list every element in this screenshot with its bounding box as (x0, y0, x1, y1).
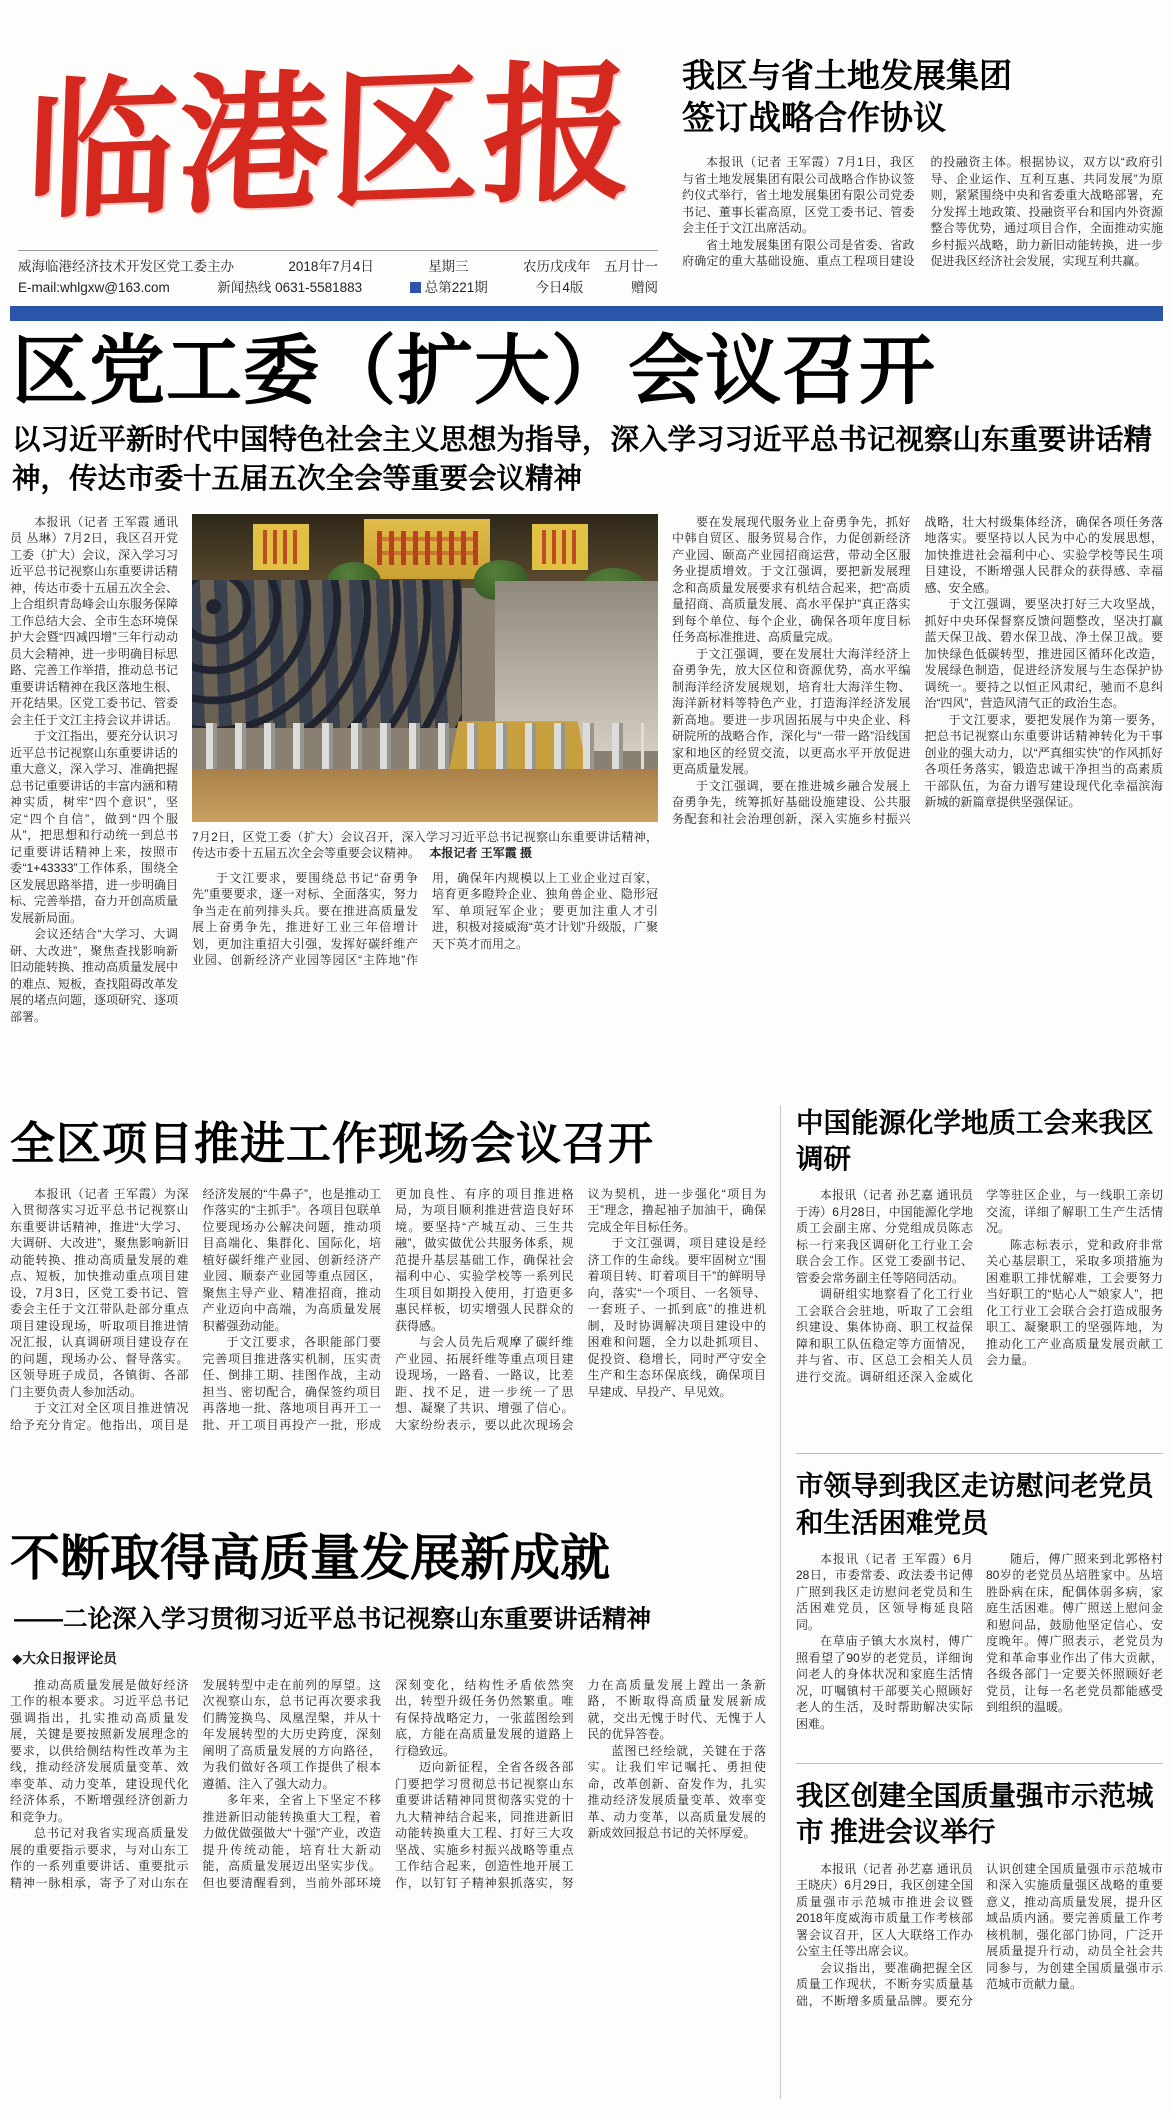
weekday-label: 星期三 (428, 259, 469, 274)
paragraph: 于文江对全区项目推进情况给予充分肯定。他指出，项目是经济发展的“牛鼻子”，也是推动工作落实的“主抓手”。各项目包联单位要现场办公解决问题，推动项目高端化、集群化、国际化，培植好碳纤维产业园、创新经济产业园、顺泰产业园等重点园区，聚焦主导产业、精准招商，推动产业迈向中高端，为高质量发展积蓄强劲动能。 (10, 1186, 381, 1432)
publisher-label: 威海临港经济技术开发区党工委主办 (18, 259, 234, 274)
paragraph: 推动高质量发展是做好经济工作的根本要求。习近平总书记强调指出，扎实推动高质量发展，关键是要按照新发展理念的要求，以供给侧结构性改革为主线，推动经济发展质量变革、效率变革、动力变革，建设现代化经济体系，不断增强经济创新力和竞争力。 (10, 1677, 189, 1824)
lead-column-middle-text (192, 870, 658, 1030)
paragraph: 于文江强调，要坚决打好三大攻坚战，抓好中央环保督察反馈问题整改，坚决打赢蓝天保卫战、碧水保卫战、净土保卫战。要加快绿色低碳转型，推进园区循环化改造，发展绿色制造，促进经济发展与生态保护协调统一。要持之以恒正风肃纪，驰而不息纠治“四风”，营造风清气正的政治生态。 (924, 597, 1163, 711)
sidebar-headline: 我区创建全国质量强市示范城市 推进会议举行 (796, 1779, 1154, 1848)
pages-today-label: 今日4版 (535, 280, 584, 295)
paragraph: 会议还结合“大学习、大调研、大改进”，聚焦查找影响新旧动能转换、推动高质量发展中的难点、短板，查找阻碍改革发展的堵点问题，逐项研究、逐项部署。 (10, 927, 178, 1024)
article-land-group-headline (682, 56, 1163, 140)
paragraph: 本报讯（记者 孙艺嘉 通讯员 于涛）6月28日，中国能源化学地质工会副主席、分党组成员陈志标一行来我区调研化工行业工会联合会工作。区党工委副书记、管委会常务副主任等陪同活动。 (796, 1188, 973, 1285)
article-land-group-body (682, 154, 1163, 270)
commentary-subtitle: ——二论深入学习贯彻习近平总书记视察山东重要讲话精神 (14, 1605, 651, 1633)
lower-section (10, 1105, 1163, 2099)
paragraph: 本报讯（记者 王军霞）为深入贯彻落实习近平总书记视察山东重要讲话精神，推进“大学习、大调研、大改进”，聚焦影响新旧动能转换、推动高质量发展的难点、短板，加快推动重点项目建设，7月3日，区党工委书记、管委会主任于文江带队赴部分重点项目建设现场，听取项目推进情况汇报，认真调研项目建设存在的问题，现场办公、督导落实。区领导班子成员，各镇街、各部门主要负责人参加活动。 (10, 1186, 189, 1399)
caption-text: 7月2日，区党工委（扩大）会议召开，深入学习习近平总书记视察山东重要讲话精神，传达市委十五届五次全会等重要会议精神。 (192, 829, 658, 861)
hotline-label: 新闻热线 0631-5581883 (217, 280, 363, 295)
commentary-body (10, 1677, 766, 1977)
paragraph: 陈志标表示，党和政府非常关心基层职工，采取多项措施为困难职工排忧解难，工会要努力当好职工的“贴心人”“娘家人”，把化工行业工会联合会打造成服务职工、凝聚职工的坚强阵地，为推动化工产业高质量发展贡献工会力量。 (986, 1237, 1163, 1368)
paragraph: 于文江强调，要在推进城乡融合发展上奋勇争先，统筹抓好基础设施建设、公共服务配套和社会治理创新，深入实施乡村振兴战略，壮大村级集体经济，确保各项任务落地落实。要坚持以人民为中心的发展思想，加快推进社会福利中心、实验学校等民生项目建设，不断增强人民群众的获得感、幸福感、安全感。 (672, 514, 1163, 826)
article-quality-city-meeting (796, 1778, 1163, 2085)
commentary-headline: 不断取得高质量发展新成就 (10, 1529, 610, 1586)
photo-credit: 本报记者 王军霞 摄 (429, 846, 533, 861)
free-copy-label: 赠阅 (630, 280, 658, 295)
paragraph: 本报讯（记者 王军霞 通讯员 丛琳）7月2日，我区召开党工委（扩大）会议，深入学习习近平总书记视察山东重要讲话精神，传达市委十五届五次全会、上合组织青岛峰会山东服务保障工作总结大会、全市生态环境保护大会暨“四减四增”三年行动动员大会精神，进一步明确目标思路、完善工作举措，推动总书记重要讲话精神在我区落地生根、开花结果。区党工委书记、管委会主任于文江主持会议并讲话。 (10, 514, 178, 727)
paragraph: 在草庙子镇大水岚村，傅广照看望了90岁的老党员，详细询问老人的身体状况和家庭生活情况，叮嘱镇村干部要关心照顾好老人的生活，及时帮助解决实际困难。 (796, 1634, 973, 1731)
paragraph: 于文江强调，要在发展壮大海洋经济上奋勇争先，放大区位和资源优势，高水平编制海洋经济发展规划，培育壮大海洋生物、海洋新材料等特色产业，打造海洋经济发展新高地。要进一步巩固拓展与中央企业、科研院所的战略合作，深化与“一带一路”沿线国家和地区的经贸交流，以更高水平开放促进更高质量发展。 (672, 646, 911, 777)
lead-column-left (10, 514, 178, 1089)
lower-left-column (10, 1105, 780, 2099)
photo-caption (192, 829, 658, 862)
article-party-committee-meeting (10, 331, 1163, 1089)
photo-banner-left (253, 524, 309, 570)
photo-gold-screen (364, 519, 490, 579)
article-visiting-party-members (796, 1468, 1163, 1764)
paragraph: 蓝图已经绘就，关键在于落实。让我们牢记嘱托、勇担使命，改革创新、奋发作为，扎实推动经济发展质量变革、效率变革、动力变革，以高质量发展的新成效回报总书记的关怀厚爱。 (587, 1743, 766, 1841)
paragraph: 本报讯（记者 孙艺嘉 通讯员 王晓庆）6月29日，我区创建全国质量强市示范城市推进会议暨2018年度威海市质量工作考核部署会议召开，区人大联络工作办公室主任等出席会议。 (796, 1861, 973, 1959)
issue-square-icon (410, 282, 421, 293)
email-label: E-mail:whlgxw@163.com (18, 280, 170, 295)
paragraph: 多年来，全省上下坚定不移推进新旧动能转换重大工程，着力做优做强做大“十强”产业，改造提升传统动能，培育壮大新动能，高质量发展迈出坚实步伐。但也要清醒看到，当前外部环境深刻变化，结构性矛盾依然突出，转型升级任务仍然繁重。唯有保持战略定力，一张蓝图绘到底，方能在高质量发展的道路上行稳致远。 (202, 1677, 574, 1890)
sidebar-headline: 中国能源化学地质工会来我区调研 (796, 1106, 1154, 1175)
masthead-info (18, 250, 658, 298)
sidebar-headline: 市领导到我区走访慰问老党员 和生活困难党员 (796, 1470, 1154, 1538)
photo-thermos-row (206, 723, 644, 769)
lead-column-right (672, 514, 1163, 1019)
issue-badge (410, 277, 488, 298)
paragraph: 会议指出，要准确把握全区质量工作现状，不断夯实质量基础，不断增多质量品牌。要充分认识创建全国质量强市示范城市和深入实施质量强区战略的重要意义，推动高质量发展，提升区域品质内涵。要完善质量工作考核机制，强化部门协同，广泛开展质量提升行动，动员全社会共同参与，为创建全国质量强市示范城市贡献力量。 (796, 1861, 1163, 2008)
masthead-info-row-2 (18, 277, 658, 298)
lead-deck: 以习近平新时代中国特色社会主义思想为指导，深入学习习近平总书记视察山东重要讲话精神，传达市委十五届五次全会等重要会议精神 (12, 424, 1153, 496)
lead-body (10, 514, 1163, 1089)
issue-number: 总第221期 (424, 280, 488, 295)
paragraph: 于文江要求，要把发展作为第一要务，把总书记视察山东重要讲话精神转化为干事创业的强大动力，以“严真细实快”的作风抓好各项任务落实，锻造忠诚干净担当的高素质干部队伍，为奋力谱写建设现代化幸福滨海新城的新篇章提供坚强保证。 (924, 712, 1163, 810)
masthead (10, 6, 1163, 302)
masthead-divider-bar (10, 306, 1163, 321)
paragraph: 本报讯（记者 王军霞）6月28日，市委常委、政法委书记傅广照到我区走访慰问老党员和生活困难党员，区领导梅延良陪同。 (796, 1551, 973, 1632)
project-headline: 全区项目推进工作现场会议召开 (10, 1118, 655, 1169)
paragraph: 要在发展现代服务业上奋勇争先，抓好中韩自贸区、服务贸易合作，力促创新经济产业园、颐高产业园招商运营，带动全区服务业提质增效。于文江强调，要把新发展理念和高质量发展要求有机结合起来，把“高质量招商、高质量发展、高水平保护”真正落实到每个单位、每个企业，确保各项年度目标任务高标准推进、高质量完成。 (672, 514, 911, 645)
sidebar-article-body (796, 1187, 1163, 1437)
paragraph: 本报讯（记者 王军霞）7月1日，我区与省土地发展集团有限公司战略合作协议签约仪式举行，省土地发展集团有限公司党委书记、董事长霍高原，区党工委书记、管委会主任于文江出席活动。 (682, 155, 915, 236)
sidebar-article-body (796, 1551, 1163, 1747)
meeting-photo (192, 514, 658, 822)
article-project-site-meeting (10, 1107, 766, 1496)
headline-line-1: 我区与省土地发展集团 (682, 59, 1012, 95)
masthead-left (10, 6, 658, 302)
headline-line-2: 签订战略合作协议 (682, 101, 946, 138)
masthead-info-row-1 (18, 256, 658, 277)
newspaper-title: 临港区报 (23, 50, 638, 239)
commentary-byline: ◆大众日报评论员 (12, 1650, 117, 1666)
paragraph: 省土地发展集团有限公司是省委、省政府确定的重大基础设施、重点工程项目建设的投融资主体。根据协议，双方以“政府引导、企业运作、互利互惠、共同发展”为原则，紧紧围绕中央和省委重大战略部署，充分发挥土地政策、投融资平台和国内外资源整合等优势，通过项目合作，全面推动实施乡村振兴战略，助力新旧动能转换，进一步促进我区经济社会发展，实现互利共赢。 (682, 155, 1163, 269)
paragraph: 迈向新征程，全省各级各部门要把学习贯彻总书记视察山东重要讲话精神同贯彻落实党的十九大精神结合起来，同推进新旧动能转换重大工程、打好三大攻坚战、实施乡村振兴战略等重点工作结合起来，创造性地开展工作，以钉钉子精神狠抓落实，努力在高质量发展上蹚出一条新路，不断取得高质量发展新成就，交出无愧于时代、无愧于人民的优异答卷。 (395, 1677, 766, 1890)
paragraph: 于文江强调，项目建设是经济工作的生命线。要牢固树立“围着项目转、盯着项目干”的鲜明导向，落实“一个项目、一名领导、一套班子、一抓到底”的推进机制，及时协调解决项目建设中的困难和问题，全力以赴抓项目、促投资、稳增长，同时严守安全生产和生态环保底线，确保项目早建成、早投产、早见效。 (587, 1236, 766, 1399)
publish-date: 2018年7月4日 (288, 259, 374, 274)
project-body (10, 1186, 766, 1496)
paragraph: 于文江要求，各职能部门要完善项目推进落实机制，压实责任、倒排工期、挂图作战，主动担当、密切配合，确保签约项目再落地一批、落地项目再开工一批、开工项目再投产一批，形成更加良性、有序的项目推进格局，为项目顺利推进营造良好环境。要坚持“产城互动、三生共融”，做实做优公共服务体系，规范提升基层基础工作，确保社会福利中心、实验学校等一系列民生项目如期投入使用，打造更多惠民样板，切实增强人民群众的获得感。 (202, 1186, 574, 1432)
article-union-research-visit (796, 1105, 1163, 1455)
photo-attendees (192, 580, 462, 728)
sidebar-article-body (796, 1861, 1163, 2069)
paragraph: 随后，傅广照来到北郭格村80岁的老党员丛培胜家中。丛培胜卧病在床，配偶体弱多病，家庭生活困难。傅广照送上慰问金和慰问品，鼓励他坚定信心、安度晚年。傅广照表示，老党员为党和革命事业作出了伟大贡献，各级各部门一定要关怀照顾好老党员，让每一名老党员都能感受到组织的温暖。 (986, 1551, 1163, 1715)
paragraph: 于文江指出，要充分认识习近平总书记视察山东重要讲话的重大意义，深入学习、准确把握总书记重要讲话的丰富内涵和精神实质，树牢“四个意识”，坚定“四个自信”，做到“四个服从”，把思想和行动统一到总书记重要讲话精神上来，按照市委“1+43333”工作体系，围绕全区发展思路举措，进一步明确目标、完善举措，奋力开创高质量发展新局面。 (10, 729, 178, 925)
paragraph: 于文江要求，要围绕总书记“奋勇争先”重要要求，逐一对标、全面落实，努力争当走在前列排头兵。要在推进高质量发展上奋勇争先，推进好工业三年倍增计划，更加注重招大引强，发挥好碳纤维产业园、创新经济产业园等园区“主阵地”作用，确保年内规模以上工业企业过百家，培育更多瞪羚企业、独角兽企业、隐形冠军、单项冠军企业；要更加注重人才引进，积极对接威海“英才计划”升级版，广聚天下英才而用之。 (192, 870, 658, 968)
sidebar-column (780, 1105, 1163, 2099)
photo-table (192, 769, 658, 821)
paragraph: 总书记对我省实现高质量发展的重要指示要求，与对山东工作的一系列重要讲话、重要批示精神一脉相承，寄予了对山东在发展转型中走在前列的厚望。这次视察山东，总书记再次要求我们腾笼换鸟、凤凰涅槃，并从十年发展转型的大历史跨度，深刻阐明了高质量发展的方向路径，为我们做好各项工作提供了根本遵循、注入了强大动力。 (10, 1677, 381, 1890)
article-commentary (10, 1518, 766, 1977)
article-land-group-agreement (658, 6, 1163, 302)
lead-headline: 区党工委（扩大）会议召开 (12, 330, 936, 414)
photo-banner-right (532, 524, 588, 570)
lunar-date: 农历戊戌年 五月廿一 (523, 259, 658, 274)
lead-column-middle (192, 514, 658, 1089)
photo-screen-text (377, 531, 478, 565)
paragraph: 与会人员先后观摩了碳纤维产业园、拓展纤维等重点项目建设现场，一路看、一路议，比差距、找不足，进一步统一了思想、凝聚了共识、增强了信心。大家纷纷表示，要以此次现场会议为契机，进一步强化“项目为王”理念，撸起袖子加油干，确保完成全年目标任务。 (395, 1186, 766, 1432)
paragraph: 调研组实地察看了化工行业工会联合会驻地，听取了工会组织建设、集体协商、职工权益保障和职工队伍稳定等方面情况，并与省、市、区总工会相关人员进行交流。调研组还深入金威化学等驻区企业，与一线职工亲切交流，详细了解职工生产生活情况。 (796, 1188, 1163, 1384)
